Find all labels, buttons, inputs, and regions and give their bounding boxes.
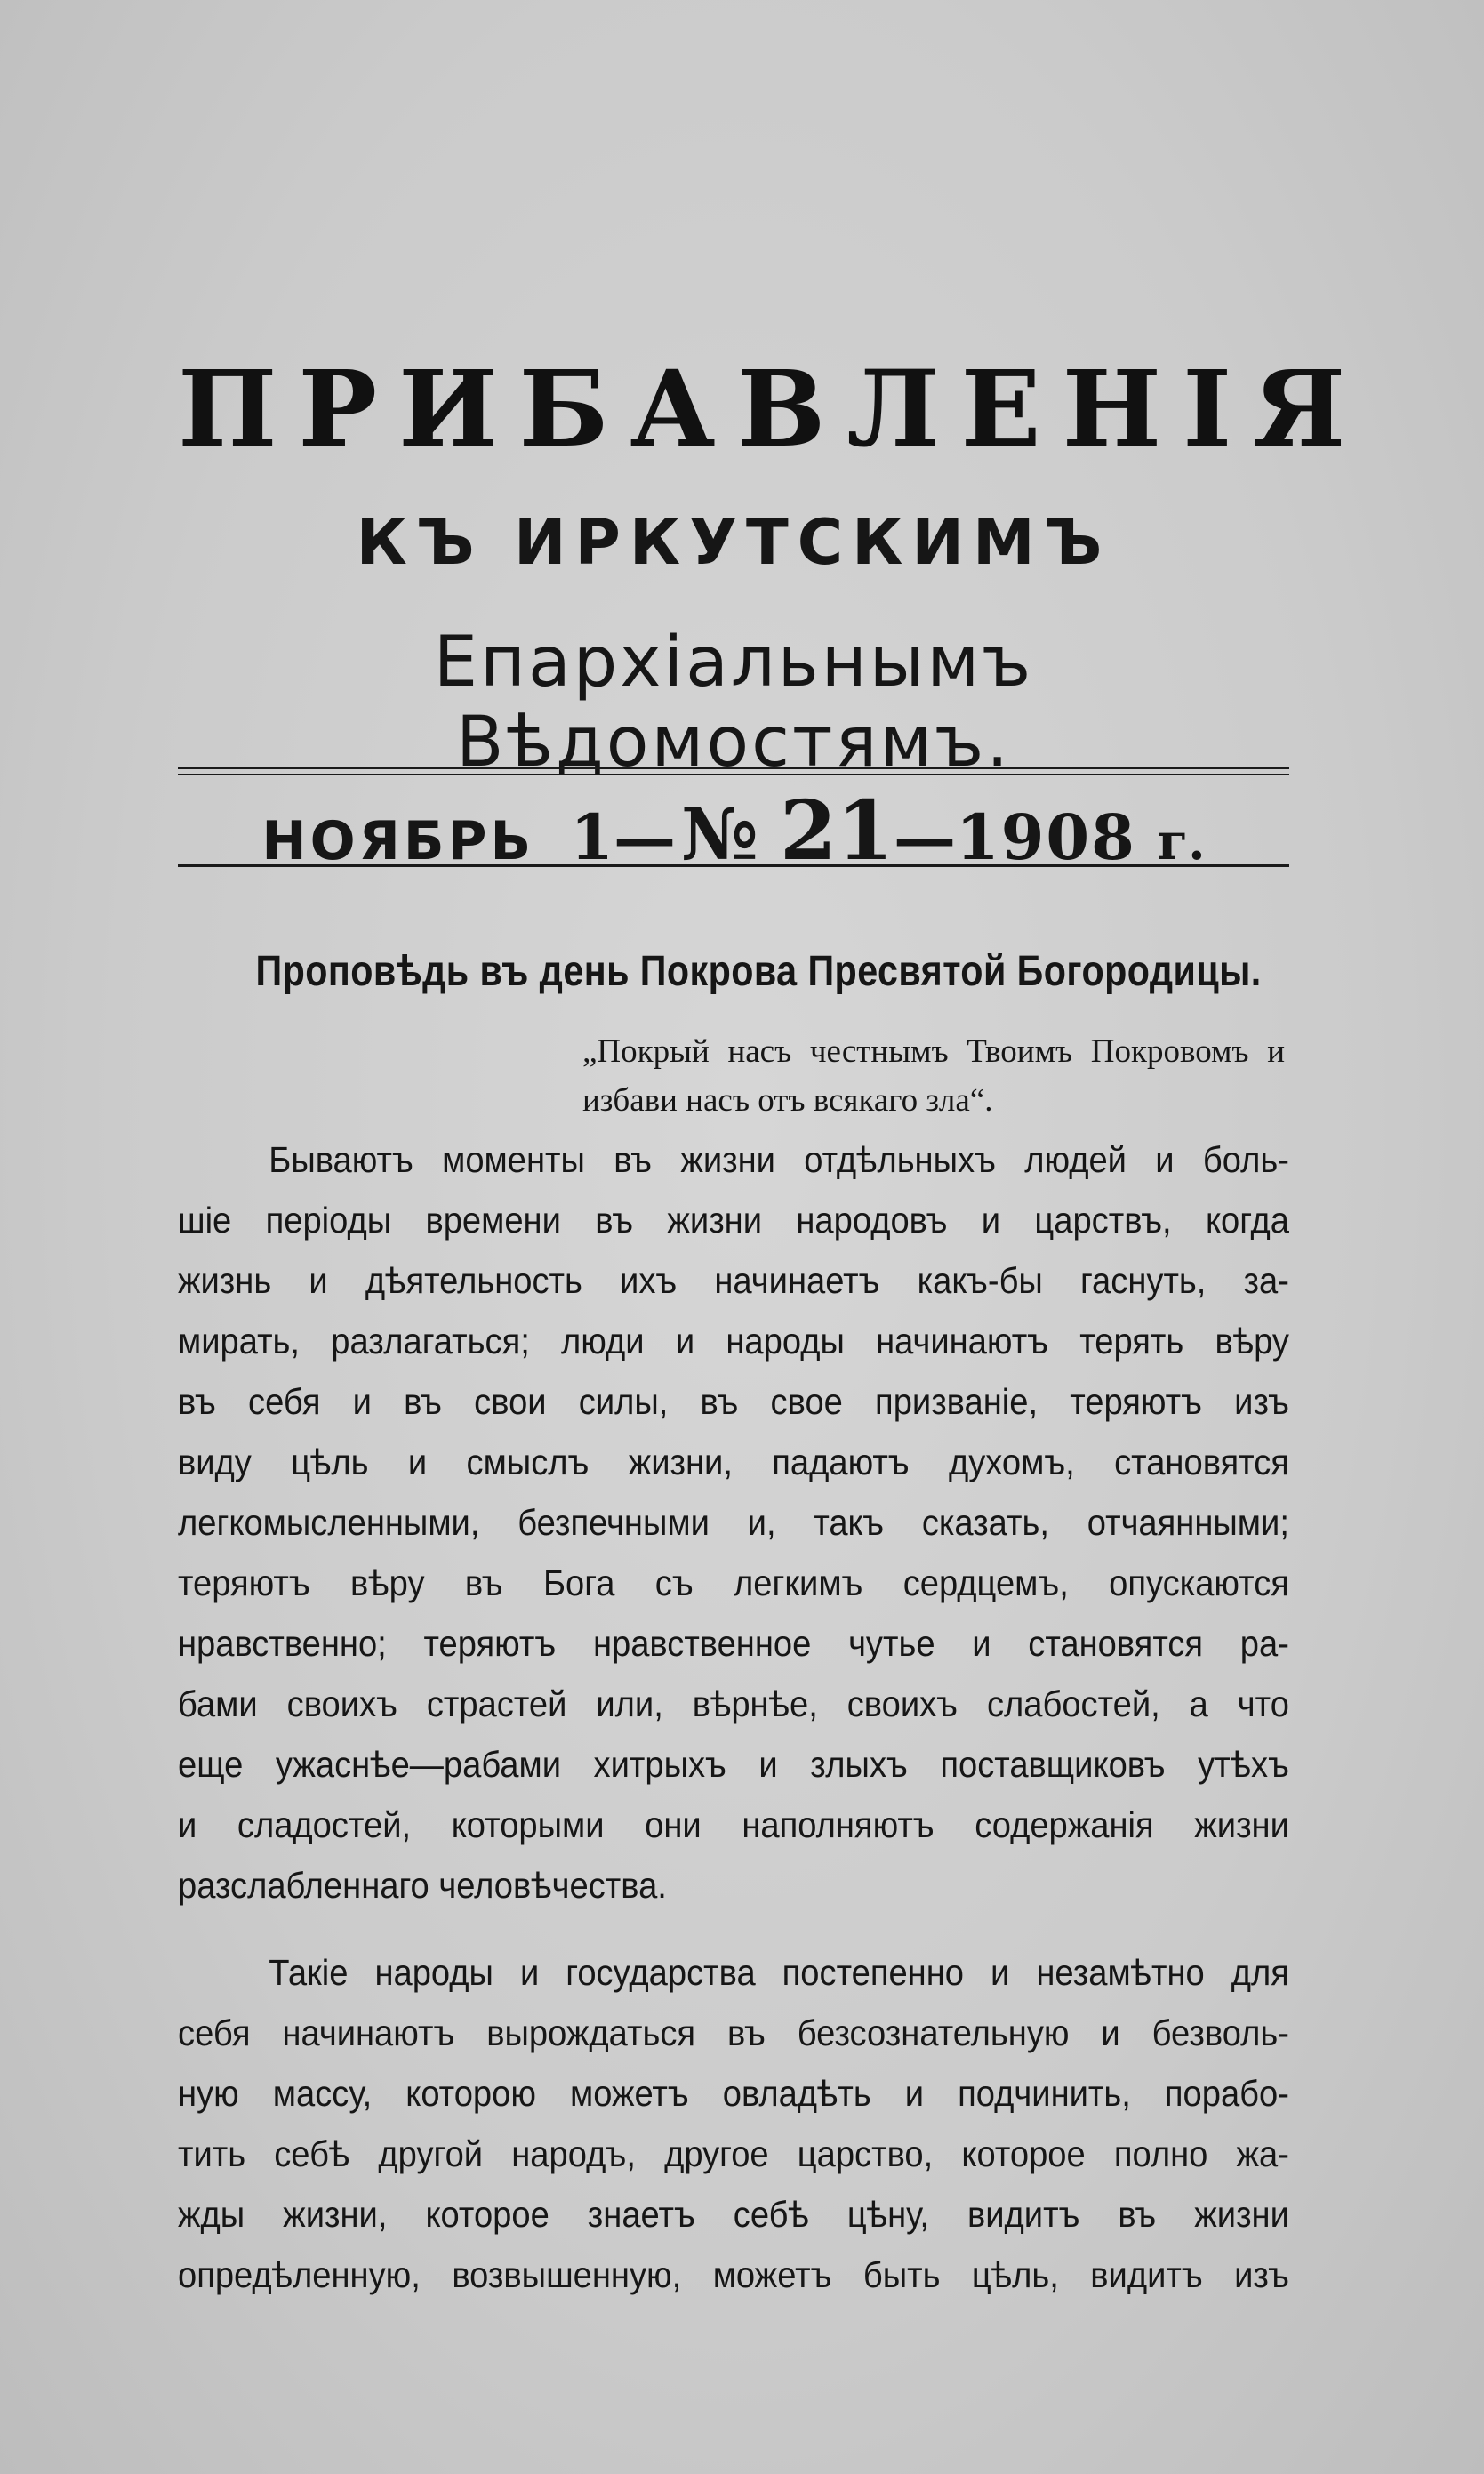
body-line: опредѣленную, возвышенную, можетъ быть цѣль, видитъ изъ (178, 2254, 1289, 2295)
body-line: нравственно; теряютъ нравственное чутье и становятся ра- (178, 1623, 1289, 1664)
body-line: легкомысленными, безпечными и, такъ сказать, отчаянными; (178, 1502, 1289, 1543)
body-line: бами своихъ страстей или, вѣрнѣе, своихъ слабостей, а что (178, 1683, 1289, 1724)
body-line: себя начинаютъ вырождаться въ безсознательную и безволь- (178, 2012, 1289, 2053)
issue-dash: — (613, 800, 676, 874)
body-line: шіе періоды времени въ жизни народовъ и царствъ, когда (178, 1200, 1289, 1241)
issue-day: 1 (570, 800, 614, 874)
supplement-title: ПРИБАВЛЕНІЯ (178, 347, 1368, 470)
issue-number: 21 (779, 783, 894, 879)
supplement-subtitle: КЪ ИРКУТСКИМЪ (356, 506, 1111, 579)
year-suffix: г. (1157, 813, 1206, 872)
number-sign: № (680, 792, 758, 876)
issue-line (178, 783, 1289, 879)
body-line: теряютъ вѣру въ Бога съ легкимъ сердцемъ, опускаются (178, 1562, 1289, 1603)
sermon-title: Проповѣдь въ день Покрова Пресвятой Богородицы. (255, 948, 1262, 995)
body-line: жды жизни, которое знаетъ себѣ цѣну, видитъ въ жизни (178, 2194, 1289, 2235)
issue-year: 1908 (955, 800, 1136, 874)
body-line: тить себѣ другой народъ, другое царство, которое полно жа- (178, 2133, 1289, 2174)
issue-dash-2: — (893, 800, 956, 874)
body-line: виду цѣль и смыслъ жизни, падаютъ духомъ, становятся (178, 1442, 1289, 1482)
sermon-body (178, 1129, 1289, 2305)
body-line: Бываютъ моменты въ жизни отдѣльныхъ людей и боль- (269, 1139, 1289, 1180)
top-rule-thin (178, 774, 1289, 775)
bottom-rule (178, 864, 1289, 867)
epigraph (582, 1027, 1285, 1125)
body-line: еще ужаснѣе—рабами хитрыхъ и злыхъ поставщиковъ утѣхъ (178, 1744, 1289, 1785)
epigraph-line: избави насъ отъ всякаго зла“. (582, 1082, 993, 1119)
body-line: ную массу, которою можетъ овладѣть и подчинить, порабо- (178, 2073, 1289, 2114)
epigraph-line: „Покрый насъ честнымъ Твоимъ Покровомъ и (582, 1033, 1285, 1070)
publication-name: Епархіальнымъ Вѣдомостямъ. (433, 623, 1034, 783)
body-line: жизнь и дѣятельность ихъ начинаетъ какъ-бы гаснуть, за- (178, 1260, 1289, 1301)
paragraph-gap (178, 1916, 1289, 1942)
issue-month: НОЯБРЬ (261, 810, 535, 872)
body-line: и сладостей, которыми они наполняютъ содержанія жизни (178, 1804, 1289, 1845)
body-line: мирать, разлагаться; люди и народы начинаютъ терять вѣру (178, 1321, 1289, 1362)
body-line: разслабленнаго человѣчества. (178, 1865, 667, 1906)
top-rule (178, 767, 1289, 769)
body-line: Такіе народы и государства постепенно и незамѣтно для (269, 1952, 1289, 1993)
body-line: въ себя и въ свои силы, въ свое призваніе, теряютъ изъ (178, 1381, 1289, 1422)
